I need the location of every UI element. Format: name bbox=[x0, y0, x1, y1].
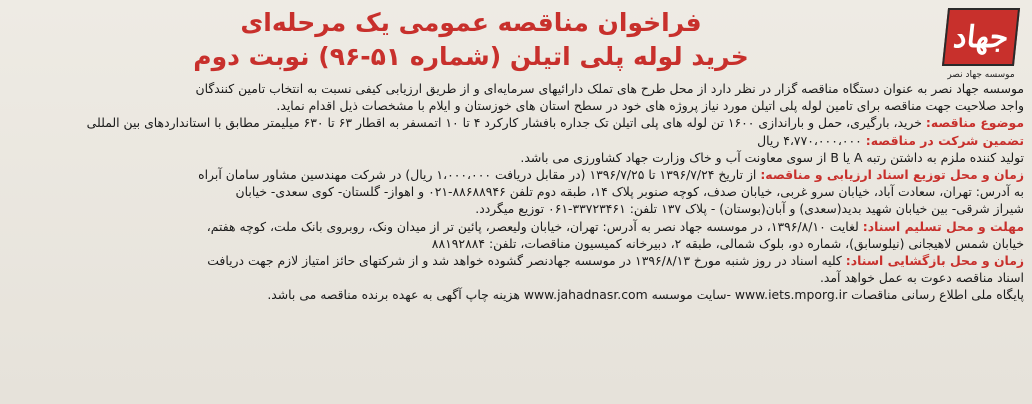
intro-line-1: موسسه جهاد نصر به عنوان دستگاه مناقصه گزار در نظر دارد از محل طرح های تملک دارائیهای سرمایه‌ای و از طریق ارزیابی کیفی نسبت به انتخاب تامین کنندگان bbox=[195, 81, 1024, 96]
footer-text-a: پایگاه ملی اطلاع رسانی مناقصات bbox=[851, 287, 1024, 303]
footer-line bbox=[8, 286, 1024, 303]
notice-title: فراخوان مناقصه عمومی یک مرحله‌ای bbox=[240, 8, 702, 37]
logo-caption: موسسه جهاد نصر bbox=[947, 70, 1015, 80]
submission-text-1: لغایت ۱۳۹۶/۸/۱۰، در موسسه جهاد نصر به آدرس: تهران، خیابان ولیعصر، پائین تر از میدان ونک، روبروی بانک ملت، کوچه هفتم، bbox=[206, 218, 859, 234]
jahad-nasr-logo bbox=[940, 8, 1022, 88]
distribution-label: زمان و محل توزیع اسناد ارزیابی و مناقصه: bbox=[760, 167, 1024, 183]
intro-line-2: واجد صلاحیت جهت مناقصه برای تامین لوله پلی اتیلن مورد نیاز پروژه های خود در سطح استان های خوزستان و ایلام با مشخصات ذیل اقدام نماید. bbox=[276, 98, 1024, 114]
opening-paragraph bbox=[8, 252, 1024, 269]
opening-text-2: اسناد مناقصه دعوت به عمل خواهد آمد. bbox=[819, 270, 1024, 286]
subject-text: خرید، بارگیری، حمل و باراندازی ۱۶۰۰ تن لوله های پلی اتیلن تک جداره بافشار کارکرد ۴ تا ۱۰ اتمسفر به اقطار ۶۳ تا ۶۳۰ میلیمتر مطابق با استانداردهای بین المللی bbox=[86, 115, 922, 131]
footer-text-c: هزینه چاپ آگهی به عهده برنده مناقصه می باشد. bbox=[267, 287, 520, 303]
submission-paragraph bbox=[8, 218, 1024, 235]
notice-body bbox=[8, 80, 1024, 304]
subject-label: موضوع مناقصه: bbox=[925, 115, 1024, 131]
submission-label: مهلت و محل تسلیم اسناد: bbox=[862, 218, 1024, 234]
distribution-paragraph bbox=[8, 166, 1024, 183]
distribution-text-2: به آدرس: تهران، سعادت آباد، خیابان سرو غربی، خیابان صدف، کوچه صنوبر پلاک ۱۴، طبقه دوم تلفن ۸۸۶۸۸۹۴۶-۰۲۱ و اهواز- گلستان- کوی سعدی- خیابان bbox=[235, 184, 1024, 200]
opening-text-1: کلیه اسناد در روز شنبه مورخ ۱۳۹۶/۸/۱۳ در موسسه جهادنصر گشوده خواهد شد و از شرکتهای حائز امتیاز لازم جهت دریافت bbox=[207, 253, 842, 269]
subject-paragraph bbox=[8, 114, 1024, 131]
footer-text-b: -سایت موسسه bbox=[651, 287, 731, 303]
logo-mark-text: جهاد bbox=[951, 19, 1011, 55]
notice-subtitle: خرید لوله پلی اتیلن (شماره ۵۱-۹۶) نوبت دوم bbox=[193, 42, 749, 71]
guarantee-paragraph bbox=[8, 132, 1024, 149]
opening-label: زمان و محل بازگشایی اسناد: bbox=[845, 253, 1024, 269]
logo-mark bbox=[942, 8, 1020, 66]
distribution-text-3: شیراز شرقی- بین خیابان شهید بدید(سعدی) و آبان(بوستان) - پلاک ۱۳۷ تلفن: ۳۳۷۲۳۴۶۱-۰۶۱ توزیع میگردد. bbox=[475, 201, 1024, 217]
submission-text-2: خیابان شمس لاهیجانی (نیلوسابق)، شماره دو، بلوک شمالی، طبقه ۲، دبیرخانه کمیسیون مناقصات، تلفن: ۸۸۱۹۲۸۸۴ bbox=[431, 235, 1024, 251]
distribution-text-1: از تاریخ ۱۳۹۶/۷/۲۴ تا ۱۳۹۶/۷/۲۵ (در مقابل دریافت ۱،۰۰۰،۰۰۰ ریال) در شرکت مهندسین مشاور سامان آبراه bbox=[198, 167, 757, 183]
producer-requirement: تولید کننده ملزم به داشتن رتبه A یا B از سوی معاونت آب و خاک وزارت جهاد کشاورزی می باشد. bbox=[520, 149, 1024, 165]
guarantee-label: تضمین شرکت در مناقصه: bbox=[865, 132, 1024, 148]
guarantee-amount: ۴،۷۷۰،۰۰۰،۰۰۰ ریال bbox=[757, 132, 862, 148]
footer-site-jahadnasr[interactable]: www.jahadnasr.com bbox=[523, 287, 648, 303]
footer-site-iets[interactable]: www.iets.mporg.ir bbox=[734, 287, 848, 303]
